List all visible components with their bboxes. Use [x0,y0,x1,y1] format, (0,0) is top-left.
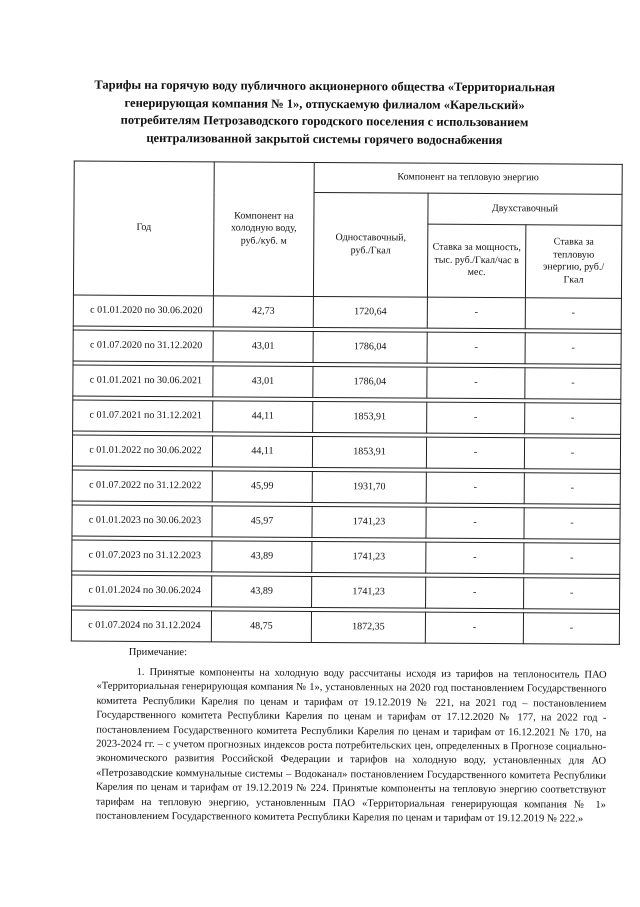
cell-capacity-rate: - [427,332,525,364]
cell-single-rate: 1786,04 [313,366,427,398]
cell-period: с 01.07.2023 по 31.12.2023 [72,540,212,572]
cell-capacity-rate: - [426,507,524,539]
cell-capacity-rate: - [426,577,524,609]
cell-energy-rate: - [525,368,621,400]
cell-cold-water: 42,73 [213,296,313,328]
table-row [72,505,620,539]
cell-single-rate: 1931,70 [312,471,426,503]
table-row [72,435,620,469]
cell-single-rate: 1720,64 [313,296,427,328]
cell-energy-rate: - [525,333,621,365]
cell-period: с 01.07.2022 по 31.12.2022 [72,470,212,502]
cell-single-rate: 1741,23 [312,576,426,608]
cell-capacity-rate: - [426,437,524,469]
table-row [73,400,621,434]
cell-energy-rate: - [523,613,619,645]
tariff-rows [71,295,621,644]
cell-single-rate: 1741,23 [312,506,426,538]
header-energy-rate: Ставка за тепловую энергию, руб./Гкал [525,225,621,299]
cell-period: с 01.07.2024 по 31.12.2024 [71,610,211,642]
cell-capacity-rate: - [426,472,524,504]
cell-cold-water: 44,11 [213,401,313,433]
cell-cold-water: 43,01 [213,366,313,398]
cell-period: с 01.07.2020 по 31.12.2020 [73,330,213,362]
table-row [73,365,621,399]
cell-single-rate: 1741,23 [312,541,426,573]
header-two-rate: Двухставочный [428,193,622,225]
header-year: Год [73,161,214,296]
cell-period: с 01.01.2020 по 30.06.2020 [73,295,213,327]
cell-cold-water: 43,89 [212,541,312,573]
tariff-table [71,160,623,644]
cell-single-rate: 1786,04 [313,331,427,363]
cell-period: с 01.01.2023 по 30.06.2023 [72,505,212,537]
cell-cold-water: 43,89 [212,576,312,608]
header-single-rate: Одноставочный, руб./Гкал [313,192,428,297]
cell-capacity-rate: - [427,367,525,399]
cell-capacity-rate: - [425,612,523,644]
cell-period: с 01.01.2021 по 30.06.2021 [73,365,213,397]
cell-period: с 01.01.2022 по 30.06.2022 [72,435,212,467]
header-thermal-component: Компонент на тепловую энергию [314,162,622,194]
note-label: Примечание: [128,646,188,659]
cell-energy-rate: - [524,473,620,505]
cell-cold-water: 45,97 [212,506,312,538]
header-capacity-rate: Ставка за мощность, тыс. руб./Гкал/час в мес. [427,224,525,298]
cell-cold-water: 43,01 [213,331,313,363]
table-row [71,610,619,644]
cell-cold-water: 48,75 [211,611,311,643]
table-row [72,540,620,574]
cell-energy-rate: - [524,543,620,575]
cell-single-rate: 1872,35 [311,611,425,643]
cell-energy-rate: - [524,508,620,540]
table-row [72,575,620,609]
cell-energy-rate: - [524,578,620,610]
cell-energy-rate: - [524,438,620,470]
cell-period: с 01.07.2021 по 31.12.2021 [73,400,213,432]
note-text: 1. Принятые компоненты на холодную воду рассчитаны исходя из тарифов на теплоноситель ПАО «Территориальная генерирующая компания № 1», установленных на 2020 год постановлением Государственного комитета Республики Карелия по ценам и тарифам от 19.12.2019 № 221, на 2021 год – постановлением Государственного комитета Республики Карелия по ценам и тарифам от 17.12.2020 № 177, на 2022 год - постановлением Государственного комитета Республики Карелия по ценам и тарифам от 16.12.2021 № 170, на 2023-2024 гг. – с учетом прогнозных индексов роста потребительских цен, определенных в Прогнозе социально-экономического развития Российской Федерации и тарифов на холодную воду, установленных для АО «Петрозаводские коммунальные системы – Водоканал» постановлением Государственного комитета Республики Карелия по ценам и тарифам от 19.12.2019 № 224. Принятые компоненты на тепловую энергию соответствуют тарифам на тепловую энергию, установленным ПАО «Территориальная генерирующая компания № 1» постановлением Государственного комитета Республики Карелия по ценам и тарифам от 19.12.2019 № 222.» [95,666,607,825]
cell-single-rate: 1853,91 [313,401,427,433]
cell-cold-water: 44,11 [212,436,312,468]
header-cold-water: Компонент на холодную воду, руб./куб. м [213,162,314,297]
cell-period: с 01.01.2024 по 30.06.2024 [72,575,212,607]
table-row [72,470,620,504]
cell-capacity-rate: - [426,542,524,574]
table-row [73,330,621,364]
cell-energy-rate: - [525,298,621,330]
cell-cold-water: 45,99 [212,471,312,503]
cell-energy-rate: - [525,403,621,435]
document-title: Тарифы на горячую воду публичного акционерного общества «Территориальная генерирующая компания № 1», отпускаемую филиалом «Карельский» потребителям Петрозаводского городского поселения с использованием централизованной закрытой системы горячего водоснабжения [94,77,556,147]
cell-capacity-rate: - [427,297,525,329]
cell-single-rate: 1853,91 [312,436,426,468]
table-row [73,295,621,329]
cell-capacity-rate: - [427,402,525,434]
